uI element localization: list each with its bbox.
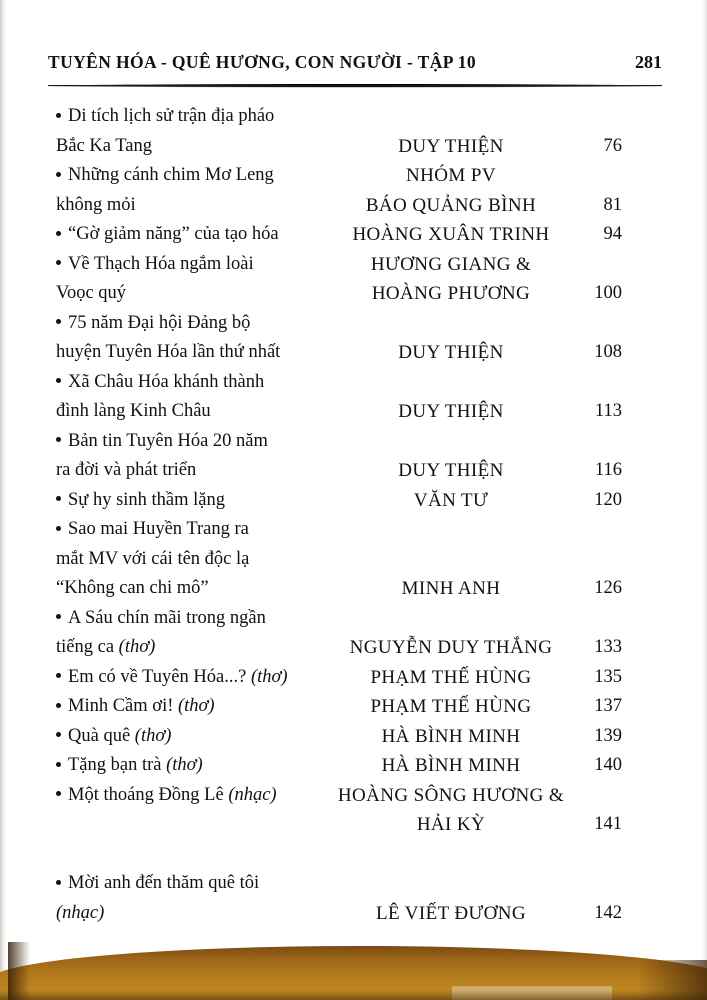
toc-entry-title [56,840,356,870]
toc-entry-title: Em có về Tuyên Hóa...? (thơ) [56,663,356,693]
bullet-icon [56,673,61,678]
toc-entry-page-number [560,102,622,132]
toc-entry-page-number: 140 [594,755,622,775]
toc-entry-line [0,545,707,575]
toc-entry-kind: (thơ) [130,725,172,746]
toc-entry-author: DUY THIỆN [398,460,504,481]
toc-entry-title: Về Thạch Hóa ngắm loài [56,250,356,280]
toc-entry-line [0,899,707,929]
running-head [48,52,662,82]
desk-bottom-shadow [0,990,707,1000]
bullet-icon [56,762,61,767]
toc-entry-title: Sao mai Huyền Trang ra [56,515,356,545]
toc-entry-line [0,781,707,811]
toc-entry-title: ra đời và phát triển [56,460,197,480]
toc-entry-title [56,899,356,929]
toc-entry-author: DUY THIỆN [398,135,504,157]
toc-entry[interactable] [0,781,707,840]
page-folio-number: 281 [635,52,662,72]
bullet-icon [56,526,61,531]
toc-entry-author: HOÀNG PHƯƠNG [371,283,531,304]
toc-entry-page-number: 100 [594,283,622,303]
toc-entry-page-number [560,250,622,280]
toc-entry[interactable] [0,515,707,604]
toc-entry-kind: (nhạc) [223,784,277,805]
toc-entry-title: Bắc Ka Tang [56,135,152,156]
bullet-icon [56,319,61,324]
bullet-icon [56,732,61,737]
toc-entry-line [0,102,707,132]
bullet-icon [56,172,61,177]
bullet-icon [56,614,61,619]
bullet-icon [56,260,61,265]
toc-entry-author [320,869,582,899]
toc-entry-page-number: 94 [603,224,622,244]
toc-entry[interactable] [0,751,707,781]
toc-entry-line [0,132,707,162]
toc-entry-title: không mỏi [56,194,136,215]
toc-entry-title: Di tích lịch sử trận địa pháo [56,102,356,132]
toc-entry[interactable] [0,368,707,427]
toc-entry-line [0,368,707,398]
toc-entry[interactable] [0,250,707,309]
toc-entry-title: “Không can chi mô” [56,578,209,598]
toc-entry-title: Xã Châu Hóa khánh thành [56,368,356,398]
toc-entry-author: HẢI KỲ [416,814,486,835]
toc-entry-author: NGUYỄN DUY THẮNG [349,637,553,658]
toc-entry-title: Những cánh chim Mơ Leng [56,161,356,191]
bullet-icon [56,113,61,118]
toc-entry[interactable] [0,486,707,516]
toc-entry-page-number: 108 [594,342,622,362]
toc-entry[interactable] [0,722,707,752]
toc-entry-page-number [560,869,622,899]
toc-entry-author: PHẠM THẾ HÙNG [370,666,532,688]
toc-entry-author: HÀ BÌNH MINH [381,725,521,747]
toc-entry[interactable] [0,604,707,663]
toc-entry-kind: (thơ) [173,696,215,716]
bullet-icon [56,703,61,708]
toc-entry-title: 75 năm Đại hội Đảng bộ [56,309,356,339]
toc-entry-author: PHẠM THẾ HÙNG [370,696,532,717]
toc-entry-page-number [560,840,622,870]
toc-entry-page-number: 76 [603,135,622,156]
toc-entry-author [320,545,582,575]
toc-entry-page-number: 113 [594,401,622,421]
toc-entry-author: MINH ANH [401,578,501,599]
toc-entry-author: NHÓM PV [406,165,496,186]
toc-entry-author: HOÀNG XUÂN TRINH [352,224,550,245]
toc-entry-line [0,515,707,545]
toc-entry-title: huyện Tuyên Hóa lần thứ nhất [56,342,281,362]
toc-entry-title: Voọc quý [56,283,127,303]
toc-entry-author [320,840,582,870]
toc-entry-line [0,810,707,840]
toc-entry-line [0,663,707,693]
bullet-icon [56,437,61,442]
toc-entry-title: mắt MV với cái tên độc lạ [56,548,250,569]
toc-entry-author: LÊ VIẾT ĐƯƠNG [375,902,527,924]
toc-entry-page-number [560,427,622,457]
toc-entry-page-number: 139 [594,725,622,746]
toc-entry-author: HÀ BÌNH MINH [381,755,521,776]
toc-entry-author [320,102,582,132]
toc-entry-author [320,368,582,398]
toc-entry-kind: (thơ) [161,755,203,775]
toc-entry-page-number: 142 [594,902,622,923]
toc-entry-kind: (thơ) [114,637,156,657]
bullet-icon [56,231,61,236]
toc-entry-title: Sự hy sinh thầm lặng [56,486,356,516]
toc-entry-title: tiếng ca (thơ) [56,637,156,657]
toc-entry-page-number: 126 [594,578,622,598]
toc-entry[interactable] [0,309,707,368]
toc-entry-title: Quà quê (thơ) [56,722,356,752]
toc-entry-author: HƯƠNG GIANG & [370,253,532,275]
toc-entry-line [0,486,707,516]
bullet-icon [56,496,61,501]
toc-entry-author: DUY THIỆN [398,401,504,422]
toc-entry-page-number: 135 [594,666,622,687]
toc-entry-page-number [560,515,622,545]
toc-entry-author [320,427,582,457]
toc-entry-title: Tặng bạn trà (thơ) [56,751,356,781]
toc-entry-page-number [560,368,622,398]
toc-entry-author: DUY THIỆN [398,342,504,363]
toc-entry-title: A Sáu chín mãi trong ngần [56,604,356,634]
toc-entry-author: BÁO QUẢNG BÌNH [365,194,537,216]
running-head-title: TUYÊN HÓA - QUÊ HƯƠNG, CON NGƯỜI - TẬP 10 [48,52,476,72]
toc-entry[interactable] [0,840,707,929]
toc-entry-author [320,515,582,545]
toc-entry-line [0,161,707,191]
toc-entry-line [0,309,707,339]
bullet-icon [56,880,61,885]
toc-entry-author: HOÀNG SÔNG HƯƠNG & [337,784,565,806]
toc-entry-author [320,309,582,339]
toc-entry-page-number: 81 [603,194,622,215]
toc-entry-author: VĂN TƯ [413,489,489,511]
toc-entry-kind: (thơ) [246,666,288,687]
toc-entry-line [0,722,707,752]
toc-entry-title: Mời anh đến thăm quê tôi [56,869,356,899]
toc-entry-page-number [560,604,622,634]
toc-entry-line [0,250,707,280]
toc-entry-title [56,810,356,840]
toc-entry-page-number [560,161,622,191]
toc-entry-page-number: 133 [594,637,622,657]
toc-entry-page-number [560,781,622,811]
toc-entry-page-number: 137 [594,696,622,716]
toc-entry-line [0,220,707,250]
bullet-icon [56,378,61,383]
desk-surface [0,938,707,1000]
toc-entry-line [0,427,707,457]
toc-entry-page-number [560,309,622,339]
header-rule [48,84,662,88]
toc-entry-title: “Gờ giảm năng” của tạo hóa [56,220,356,250]
toc-entry-page-number [560,545,622,575]
toc-entry-line [0,338,707,368]
toc-entry-page-number: 120 [594,489,622,510]
toc-entry-line [0,279,707,309]
toc-entry-author [320,604,582,634]
toc-entry-line [0,692,707,722]
bullet-icon [56,791,61,796]
toc-entry-title: Bản tin Tuyên Hóa 20 năm [56,427,356,457]
toc-entry[interactable] [0,663,707,693]
toc-entry-line [0,604,707,634]
toc-entry-line [0,869,707,899]
toc-entry-line [0,191,707,221]
toc-entry[interactable] [0,427,707,486]
toc-entry-page-number: 116 [594,460,622,480]
toc-entry-line [0,840,707,870]
toc-entry[interactable] [0,220,707,250]
toc-entry-line [0,397,707,427]
toc-entry[interactable] [0,161,707,220]
toc-entry-line [0,751,707,781]
toc-entry[interactable] [0,692,707,722]
toc-entry-title: Một thoáng Đồng Lê (nhạc) [56,781,356,811]
toc-entry-line [0,456,707,486]
toc-entry-line [0,633,707,663]
toc-entry-title: đình làng Kinh Châu [56,401,211,421]
toc-entry-title: Minh Cầm ơi! (thơ) [56,692,356,722]
toc-entry-line [0,574,707,604]
table-of-contents [0,102,707,928]
toc-entry-page-number: 141 [594,814,622,834]
toc-entry-kind: (nhạc) [56,902,105,923]
toc-entry[interactable] [0,102,707,161]
